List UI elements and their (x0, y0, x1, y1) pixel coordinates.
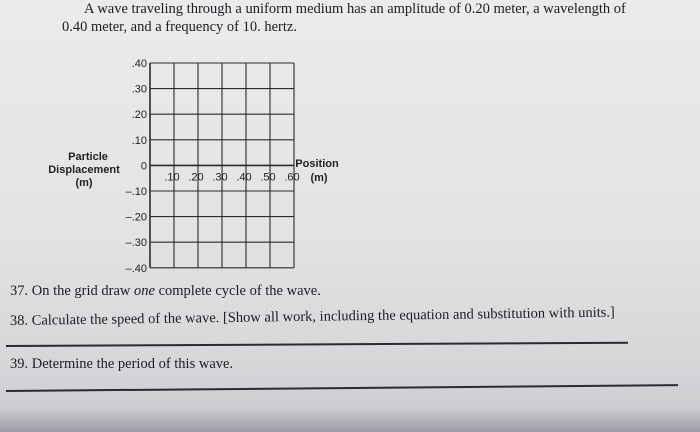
y-tick-label: –.30 (125, 237, 147, 250)
answer-line-39[interactable] (6, 384, 678, 392)
x-tick-label: .40 (236, 171, 252, 184)
question-38: 38. Calculate the speed of the wave. [Show all work, including the equation and substitution with units.] (9, 304, 615, 329)
x-tick-label: .50 (260, 171, 276, 184)
y-axis-label-line2: Displacement (48, 164, 120, 176)
x-tick-label: .20 (188, 171, 204, 184)
question-37 (10, 283, 321, 300)
y-tick-label: .10 (131, 134, 147, 147)
y-axis-label-line3: (m) (75, 177, 93, 189)
x-tick-label: .10 (164, 171, 180, 184)
question-37-emphasis: one (134, 283, 155, 299)
y-tick-label: –.10 (125, 186, 147, 198)
x-axis-label-line1: Position (295, 158, 339, 170)
problem-intro-line2: 0.40 meter, and a frequency of 10. hertz. (62, 19, 297, 35)
x-tick-label: .30 (212, 171, 228, 184)
page-edge-shadow (0, 408, 700, 432)
y-axis-label-line1: Particle (68, 151, 108, 163)
graph-grid (150, 63, 294, 268)
y-tick-label: .30 (131, 83, 147, 96)
x-axis-label-line2: (m) (310, 172, 328, 184)
y-tick-label: –.20 (125, 211, 147, 224)
problem-intro-line1: A wave traveling through a uniform medium has an amplitude of 0.20 meter, a wavelength of (84, 1, 626, 17)
question-37-suffix: complete cycle of the wave. (154, 283, 321, 299)
y-tick-label: –.40 (125, 262, 147, 275)
question-37-prefix: 37. On the grid draw (10, 283, 135, 299)
y-tick-label: 0 (140, 160, 147, 173)
y-axis-ticks (126, 58, 147, 275)
question-39: 39. Determine the period of this wave. (10, 356, 234, 372)
x-tick-label: .60 (284, 171, 300, 184)
y-tick-label: .20 (131, 109, 147, 122)
y-tick-label: .40 (131, 58, 147, 70)
answer-line-38[interactable] (6, 342, 628, 347)
x-axis-ticks (164, 171, 299, 183)
